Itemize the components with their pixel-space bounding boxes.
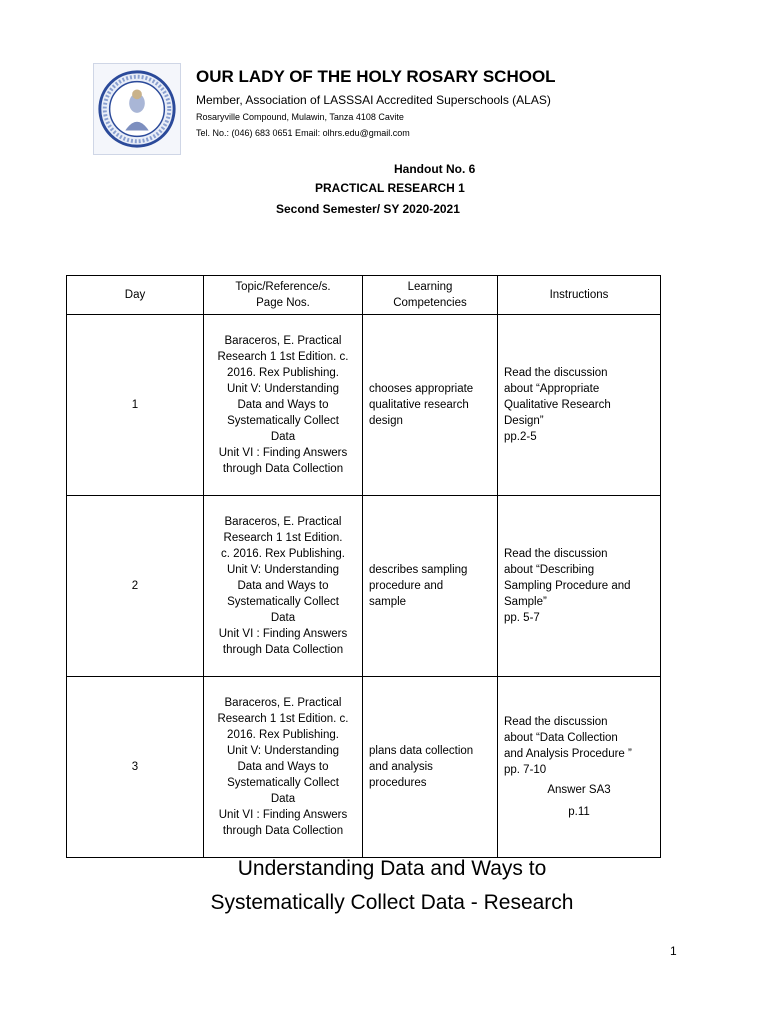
membership-line: Member, Association of LASSSAI Accredited Superschools (ALAS) <box>196 93 551 107</box>
header-instructions: Instructions <box>498 276 661 315</box>
instruction-cell: Read the discussion about “Appropriate Qualitative Research Design” pp.2-5 <box>498 315 661 496</box>
letterhead <box>93 63 693 155</box>
day-cell: 1 <box>67 315 204 496</box>
table-row <box>67 677 661 858</box>
header-competencies: Learning Competencies <box>363 276 498 315</box>
school-address: Rosaryville Compound, Mulawin, Tanza 4108 Cavite <box>196 112 404 122</box>
day-cell: 2 <box>67 496 204 677</box>
answer-page: p.11 <box>568 806 590 818</box>
competency-cell: describes sampling procedure and sample <box>363 496 498 677</box>
handout-number: Handout No. 6 <box>394 162 476 176</box>
topic-cell: Baraceros, E. Practical Research 1 1st Edition. c. 2016. Rex Publishing. Unit V: Understanding Data and Ways to Systematically Collect Data Unit VI : Finding Answers through Data Collection <box>204 315 363 496</box>
school-name: OUR LADY OF THE HOLY ROSARY SCHOOL <box>196 67 556 86</box>
competency-cell: plans data collection and analysis procedures <box>363 677 498 858</box>
school-seal-logo <box>93 63 181 155</box>
day-cell: 3 <box>67 677 204 858</box>
table-header-row <box>67 276 661 315</box>
topic-cell: Baraceros, E. Practical Research 1 1st Edition. c. 2016. Rex Publishing. Unit V: Understanding Data and Ways to Systematically Collect Data Unit VI : Finding Answers through Data Collection <box>204 496 363 677</box>
competency-cell: chooses appropriate qualitative research design <box>363 315 498 496</box>
document-title-line-1: Understanding Data and Ways to <box>237 857 547 880</box>
header-topic: Topic/Reference/s. Page Nos. <box>204 276 363 315</box>
header-day: Day <box>67 276 204 315</box>
school-contact: Tel. No.: (046) 683 0651 Email: olhrs.edu@gmail.com <box>196 128 410 138</box>
topic-cell: Baraceros, E. Practical Research 1 1st Edition. c. 2016. Rex Publishing. Unit V: Understanding Data and Ways to Systematically Collect Data Unit VI : Finding Answers through Data Collection <box>204 677 363 858</box>
schedule-table <box>66 275 661 858</box>
document-title <box>0 852 768 920</box>
page-number: 1 <box>670 944 677 958</box>
instruction-cell: Read the discussion about “Describing Sampling Procedure and Sample” pp. 5-7 <box>498 496 661 677</box>
handout-semester: Second Semester/ SY 2020-2021 <box>276 202 460 216</box>
table-row <box>67 496 661 677</box>
table-row <box>67 315 661 496</box>
instruction-cell: Read the discussion about “Data Collection and Analysis Procedure ” pp. 7-10 Answer SA3 p.11 <box>498 677 661 858</box>
answer-activity: Answer SA3 <box>547 784 611 796</box>
handout-subject: PRACTICAL RESEARCH 1 <box>315 181 465 195</box>
document-title-line-2: Systematically Collect Data - Research <box>210 891 574 914</box>
